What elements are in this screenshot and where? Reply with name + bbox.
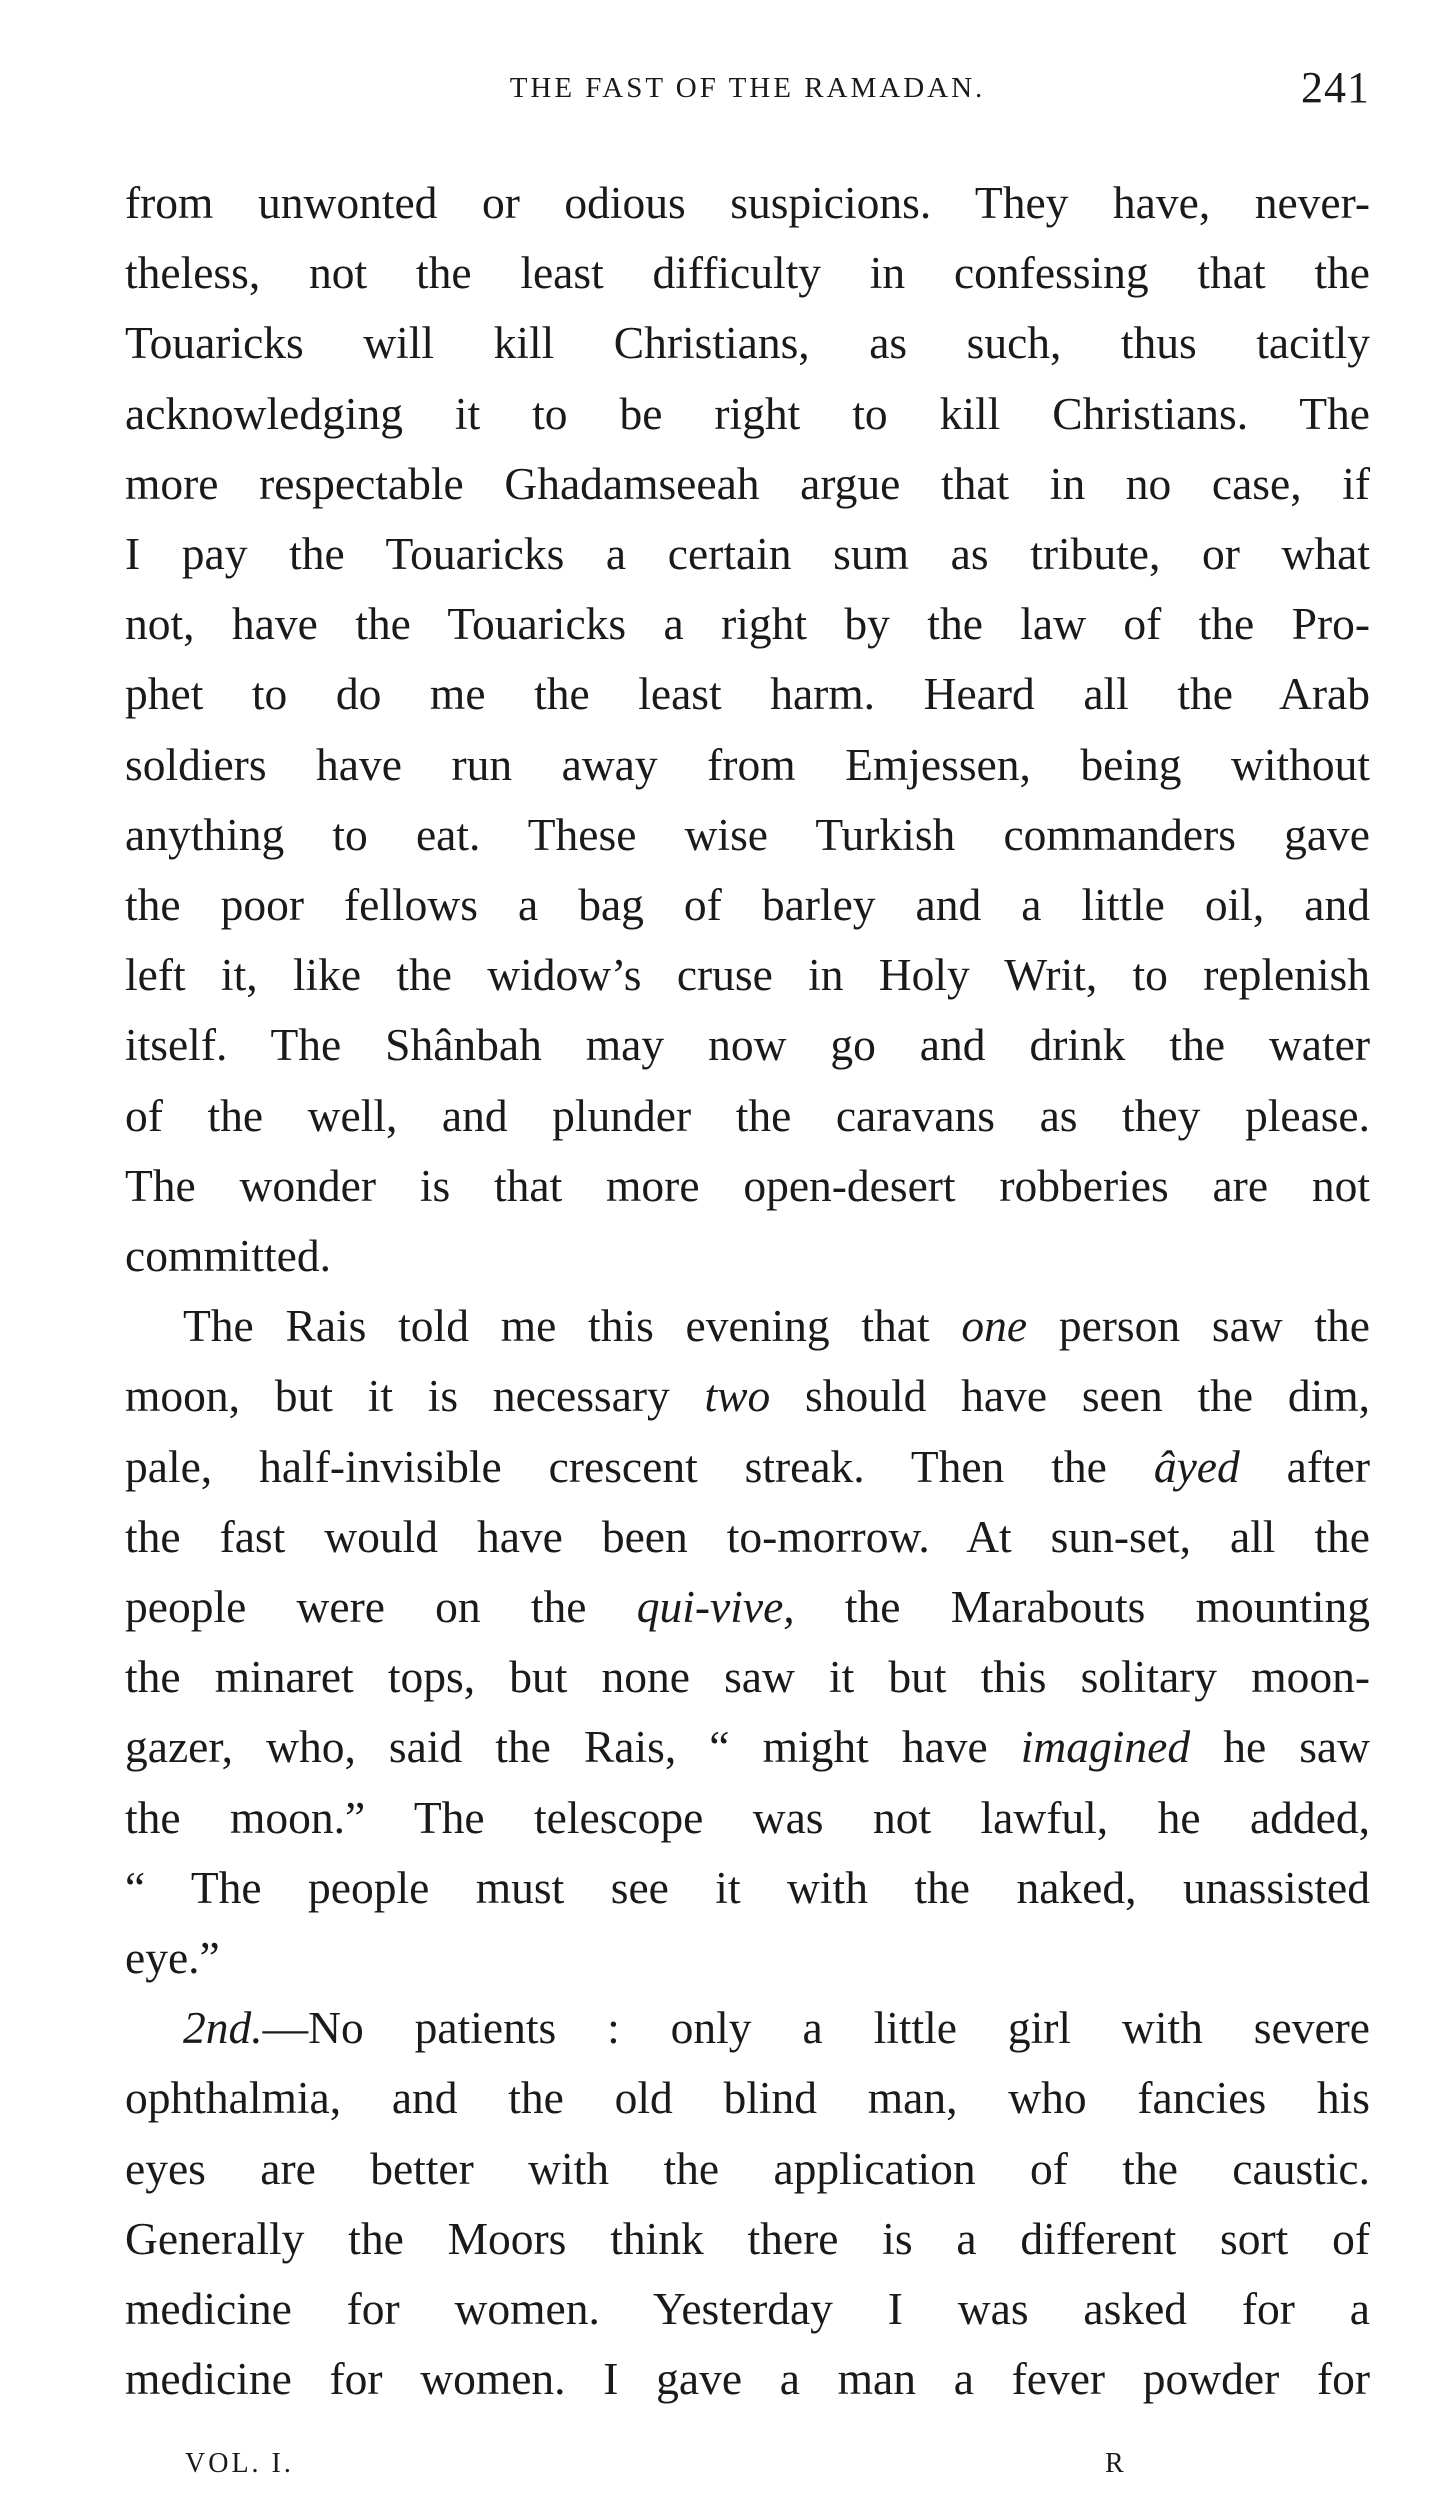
text-line bbox=[125, 519, 1370, 589]
text-run: the moon.” The telescope was not lawful, he added, bbox=[125, 1791, 1370, 1843]
text-run: medicine for women. I gave a man a fever powder for bbox=[125, 2353, 1370, 2405]
text-line bbox=[125, 308, 1370, 378]
text-line bbox=[125, 379, 1370, 449]
text-line bbox=[125, 870, 1370, 940]
text-line bbox=[125, 238, 1370, 308]
page-footer bbox=[125, 2448, 1370, 2488]
text-line bbox=[125, 1783, 1370, 1853]
text-run: should have seen the dim, bbox=[770, 1370, 1370, 1422]
text-line bbox=[125, 2134, 1370, 2204]
text-line bbox=[125, 1853, 1370, 1923]
text-run: acknowledging it to be right to kill Christians. The bbox=[125, 387, 1370, 439]
text-line bbox=[125, 168, 1370, 238]
text-line bbox=[125, 2063, 1370, 2133]
text-run: —No patients : only a little girl with severe bbox=[262, 2002, 1370, 2054]
text-run: I pay the Touaricks a certain sum as tribute, or what bbox=[125, 528, 1370, 580]
text-run: the Marabouts mounting bbox=[794, 1581, 1370, 1633]
text-line bbox=[125, 2204, 1370, 2274]
text-run: itself. The Shânbah may now go and drink the water bbox=[125, 1019, 1370, 1071]
text-run: medicine for women. Yesterday I was asked for a bbox=[125, 2283, 1370, 2335]
text-run: person saw the bbox=[1027, 1300, 1371, 1352]
text-run: The Rais told me this evening that bbox=[183, 1300, 962, 1352]
text-run: more respectable Ghadamseeah argue that in no case, if bbox=[125, 457, 1370, 509]
text-run: soldiers have run away from Emjessen, being without bbox=[125, 738, 1370, 790]
text-line bbox=[125, 1081, 1370, 1151]
text-line bbox=[125, 1572, 1370, 1642]
text-line bbox=[125, 1361, 1370, 1431]
text-line bbox=[125, 449, 1370, 519]
text-run: he saw bbox=[1190, 1721, 1370, 1773]
text-run: “ The people must see it with the naked, unassisted bbox=[125, 1861, 1370, 1913]
text-run: committed. bbox=[125, 1230, 331, 1282]
text-run: left it, like the widow’s cruse in Holy Writ, to replenish bbox=[125, 949, 1370, 1001]
volume-signature: VOL. I. bbox=[185, 2448, 294, 2479]
text-line bbox=[125, 1432, 1370, 1502]
paragraph bbox=[125, 1291, 1370, 1993]
italic-text: imagined bbox=[1020, 1721, 1191, 1773]
text-line bbox=[125, 1221, 1370, 1291]
italic-text: one bbox=[961, 1300, 1028, 1352]
text-line bbox=[125, 1642, 1370, 1712]
italic-text: qui-vive, bbox=[636, 1581, 795, 1633]
text-run: eye.” bbox=[125, 1932, 220, 1984]
sheet-signature-mark: R bbox=[1105, 2448, 1127, 2479]
text-run: ophthalmia, and the old blind man, who fancies his bbox=[125, 2072, 1370, 2124]
text-run: of the well, and plunder the caravans as they please. bbox=[125, 1089, 1370, 1141]
paragraph bbox=[125, 1993, 1370, 2414]
paragraph bbox=[125, 168, 1370, 1291]
text-run: the minaret tops, but none saw it but this solitary moon- bbox=[125, 1651, 1370, 1703]
italic-text: âyed bbox=[1153, 1440, 1240, 1492]
text-line bbox=[125, 1291, 1370, 1361]
text-line bbox=[125, 1923, 1370, 1993]
text-line bbox=[125, 1010, 1370, 1080]
running-title: THE FAST OF THE RAMADAN. bbox=[509, 72, 986, 104]
text-line bbox=[125, 730, 1370, 800]
text-run: The wonder is that more open-desert robberies are not bbox=[125, 1159, 1370, 1211]
text-line bbox=[125, 2274, 1370, 2344]
text-run: gazer, who, said the Rais, “ might have bbox=[125, 1721, 1021, 1773]
text-line bbox=[125, 2344, 1370, 2414]
text-line bbox=[125, 1993, 1370, 2063]
text-run: theless, not the least difficulty in confessing that the bbox=[125, 247, 1370, 299]
text-run: after bbox=[1239, 1440, 1370, 1492]
text-run: the poor fellows a bag of barley and a little oil, and bbox=[125, 879, 1370, 931]
text-run: Generally the Moors think there is a different sort of bbox=[125, 2212, 1370, 2264]
text-run: not, have the Touaricks a right by the law of the Pro- bbox=[125, 598, 1370, 650]
page-number: 241 bbox=[1301, 63, 1370, 112]
text-run: from unwonted or odious suspicions. They have, never- bbox=[125, 177, 1370, 228]
text-run: phet to do me the least harm. Heard all the Arab bbox=[125, 668, 1370, 720]
text-line bbox=[125, 589, 1370, 659]
text-line bbox=[125, 1502, 1370, 1572]
body-text bbox=[125, 168, 1370, 2415]
text-run: the fast would have been to-morrow. At sun-set, all the bbox=[125, 1510, 1370, 1562]
text-line bbox=[125, 1712, 1370, 1782]
text-run: eyes are better with the application of the caustic. bbox=[125, 2142, 1370, 2194]
italic-text: two bbox=[704, 1370, 771, 1422]
text-line bbox=[125, 659, 1370, 729]
italic-text: 2nd. bbox=[183, 2002, 263, 2054]
text-run: pale, half-invisible crescent streak. Then the bbox=[125, 1440, 1154, 1492]
text-run: people were on the bbox=[125, 1581, 637, 1633]
text-run: anything to eat. These wise Turkish commanders gave bbox=[125, 808, 1370, 860]
running-header bbox=[125, 62, 1370, 122]
text-line bbox=[125, 940, 1370, 1010]
text-line bbox=[125, 800, 1370, 870]
text-line bbox=[125, 1151, 1370, 1221]
text-run: moon, but it is necessary bbox=[125, 1370, 705, 1422]
text-run: Touaricks will kill Christians, as such, thus tacitly bbox=[125, 317, 1370, 369]
